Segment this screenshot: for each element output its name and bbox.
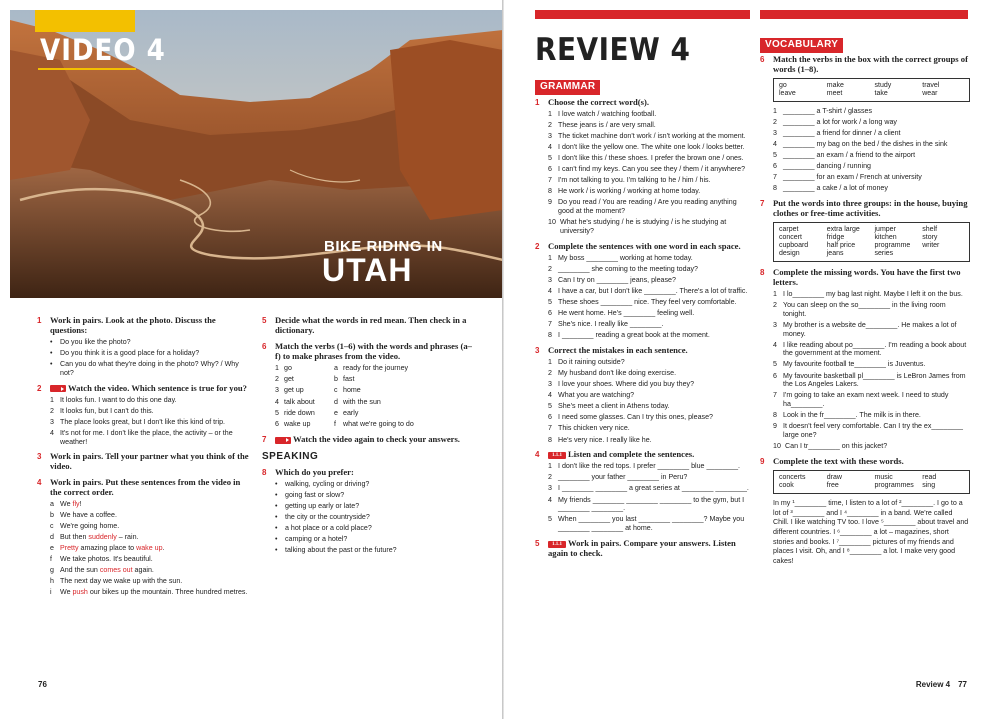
photo-caption-line2: UTAH [322, 252, 413, 288]
table-row: 3 get up c home [275, 386, 361, 395]
list-item: 5 These shoes ________ nice. They feel very comfortable. [548, 298, 737, 307]
list-item: • camping or a hotel? [275, 535, 477, 544]
matching-table [275, 364, 477, 430]
list-item: 4 What you are watching? [548, 391, 635, 400]
table-row: 2 get b fast [275, 374, 355, 383]
list-item: g And the sun comes out again. [50, 566, 154, 575]
list-item: e Pretty amazing place to wake up. [50, 544, 165, 553]
list-item: 7 She's nice. I really like ________. [548, 320, 664, 329]
exercise-number: 3 [37, 452, 42, 462]
word-box: concerts draw music read cook free programmes sing [773, 470, 970, 494]
exercise-6 [262, 342, 477, 429]
list-item: 3 I love your shoes. Where did you buy they? [548, 380, 695, 389]
exercise-number: 8 [262, 467, 267, 477]
list-item: • going fast or slow? [275, 491, 477, 500]
exercise-instruction: Work in pairs. Compare your answers. Listen again to check. [548, 538, 736, 559]
table-row: 1 go a ready for the journey [275, 363, 409, 372]
title-underline [38, 68, 136, 70]
exercise-4 [37, 478, 252, 597]
exercise-number: 4 [535, 450, 540, 460]
photo-caption-line1: BIKE RIDING IN [324, 238, 443, 255]
left-page [0, 0, 503, 719]
list-item: 6 My favourite basketball pl________ is LeBron James from the Los Angeles Lakers. [773, 371, 966, 389]
book-spine [502, 0, 504, 719]
listening-list [548, 462, 750, 533]
list-item: • getting up early or late? [275, 502, 477, 511]
list-item: 3 My brother is a website de________. He makes a lot of money. [773, 320, 957, 338]
list-item: 8 Look in the fr________. The milk is in there. [773, 411, 921, 420]
exercise-instruction: Watch the video. Which sentence is true for you? [68, 382, 247, 393]
list-item: 4 I don't like the yellow one. The white one look / looks better. [548, 143, 745, 152]
exercise-number: 6 [760, 55, 765, 64]
list-item: 9 It doesn't feel very comfortable. Can I try the ex________ large one? [773, 422, 963, 440]
video-tag [35, 10, 135, 32]
vocab-exercise-8 [760, 268, 970, 451]
list-item: 2 It looks fun, but I can't do this. [50, 406, 154, 415]
exercise-number: 4 [37, 478, 42, 488]
list-item: 7 I'm not talking to you. I'm talking to he / him / his. [548, 176, 711, 185]
list-item: 7 I'm going to take an exam next week. I need to study ha________. [773, 391, 949, 409]
list-item: • Do you think it is a good place for a holiday? [50, 349, 252, 358]
exercise-3 [37, 452, 252, 472]
header-band-left [535, 10, 750, 19]
list-item: 1 I love watch / watching football. [548, 110, 657, 118]
list-item: 2 You can sleep on the so________ in the living room tonight. [773, 300, 946, 318]
list-item: 1 It looks fun. I want to do this one day. [50, 395, 177, 404]
word-box: carpet extra large jumper shelf concert fridge kitchen story cupboard half price programme writer design jeans series [773, 222, 970, 262]
list-item: 8 He work / is working / working at home today. [548, 187, 701, 196]
list-item: 4 ________ my bag on the bed / the dishes in the sink [773, 139, 948, 148]
exercise-1 [37, 316, 252, 378]
list-item: • the city or the countryside? [275, 513, 477, 522]
left-column-1 [37, 316, 252, 603]
exercise-instruction: Match the verbs in the box with the correct groups of words (1–8). [773, 54, 968, 74]
vocab-exercise-6 [760, 55, 970, 193]
exercise-instruction: Complete the missing words. You have the first two letters. [773, 266, 961, 287]
grammar-label: GRAMMAR [535, 80, 600, 95]
list-item: 2 ________ your father ________ in Peru? [548, 473, 688, 482]
list-item: • a hot place or a cold place? [275, 524, 477, 533]
correction-list [548, 358, 750, 444]
verb-match-list [773, 107, 970, 193]
grammar-exercise-4 [535, 450, 750, 533]
list-item: 6 I can't find my keys. Can you see they / them / it anywhere? [548, 165, 746, 174]
vocab-exercise-9 [760, 457, 970, 566]
list-item: 3 I ________ ________ a great series at ________ ________. [548, 484, 749, 493]
page-number: 77 [958, 680, 967, 689]
list-item: 8 He's very nice. I really like he. [548, 435, 652, 444]
exercise-2 [37, 384, 252, 447]
list-item: 5 She's meet a client in Athens today. [548, 402, 670, 411]
list-item: d But then suddenly – rain. [50, 533, 139, 542]
grammar-exercise-1 [535, 98, 750, 236]
list-item: 7 ________ for an exam / French at university [773, 173, 922, 182]
list-item: 6 I need some glasses. Can I try this ones, please? [548, 413, 713, 422]
exercise-instruction: Work in pairs. Look at the photo. Discuss the questions: [50, 315, 216, 335]
list-item: 4 I have a car, but I don't like ________. There's a lot of traffic. [548, 287, 748, 296]
list-item: h The next day we wake up with the sun. [50, 577, 183, 586]
exercise-instruction: Work in pairs. Put these sentences from the video in the correct order. [50, 477, 241, 498]
exercise-instruction: Choose the correct word(s). [548, 97, 650, 107]
video-icon[interactable] [275, 437, 291, 444]
choice-list [548, 110, 750, 236]
exercise-number: 9 [760, 457, 765, 467]
list-item: 1 ________ a T-shirt / glasses [773, 106, 872, 115]
exercise-7 [262, 435, 477, 445]
exercise-number: 3 [535, 346, 540, 356]
exercise-number: 7 [262, 435, 267, 445]
exercise-number: 1 [535, 98, 540, 107]
list-item: 2 My husband don't like doing exercise. [548, 369, 677, 378]
list-item: c We're going home. [50, 522, 120, 531]
review-title: REVIEW 4 [535, 32, 691, 68]
list-item: 2 ________ she coming to the meeting today? [548, 265, 699, 274]
list-item: 5 ________ an exam / a friend to the airport [773, 151, 916, 160]
list-item: 10 Can I tr________ on this jacket? [773, 442, 888, 451]
table-row: 5 ride down e early [275, 408, 359, 417]
list-item: i We push our bikes up the mountain. Three hundred metres. [50, 588, 248, 597]
list-item: b We have a coffee. [50, 510, 117, 519]
list-item: 1 Do it raining outside? [548, 358, 625, 367]
footer-unit-label: Review 4 [915, 680, 951, 689]
preference-list [275, 480, 477, 555]
list-item: 4 I like reading about po________. I'm reading a book about the government at the moment. [773, 340, 967, 358]
list-item: 3 Can I try on ________ jeans, please? [548, 276, 676, 285]
table-row: 4 talk about d with the sun [275, 397, 381, 406]
list-item: 5 I don't like this / these shoes. I prefer the brown one / ones. [548, 154, 744, 163]
page-footer [916, 680, 967, 690]
list-item: a We fly! [50, 499, 82, 508]
grammar-exercise-2 [535, 242, 750, 340]
vocabulary-label: VOCABULARY [760, 38, 843, 53]
exercise-instruction: Match the verbs (1–6) with the words and phrases (a–f) to make phrases from the video. [275, 340, 472, 361]
list-item: 2 ________ a lot for work / a long way [773, 117, 897, 126]
list-item: 8 I ________ reading a great book at the moment. [548, 331, 710, 340]
question-list [50, 338, 252, 378]
word-box: go make study travel leave meet take wear [773, 78, 970, 102]
table-row: 6 wake up f what we're going to do [275, 420, 414, 429]
exercise-number: 8 [760, 267, 765, 277]
exercise-instruction: Which do you prefer: [275, 466, 354, 477]
exercise-instruction: Complete the text with these words. [773, 456, 904, 467]
list-item: 7 This chicken very nice. [548, 424, 630, 433]
list-item: • walking, cycling or driving? [275, 480, 477, 489]
list-item: 3 The ticket machine don't work / isn't working at the moment. [548, 132, 746, 141]
vocabulary-column [760, 55, 970, 572]
header-band-right [760, 10, 968, 19]
exercise-number: 2 [535, 242, 540, 251]
audio-track-icon[interactable]: 1.1.1 [548, 452, 566, 459]
list-item: 10 What he's studying / he is studying / is he studying at university? [548, 218, 727, 236]
speaking-heading: SPEAKING [262, 451, 319, 463]
list-item: 3 ________ a friend for dinner / a client [773, 128, 901, 137]
list-item: 6 He went home. He's ________ feeling well. [548, 309, 695, 318]
exercise-number: 1 [37, 316, 42, 325]
sentence-list [50, 396, 252, 447]
exercise-5 [262, 316, 477, 336]
list-item: 5 When ________ you last ________ ________? Maybe you ________ ________ at home. [548, 515, 745, 533]
exercise-8 [262, 468, 477, 555]
list-item: 1 My boss ________ working at home today. [548, 254, 693, 262]
left-column-2 [262, 316, 477, 561]
list-item: 5 My favourite football te________ is Juventus. [773, 360, 926, 369]
exercise-number: 6 [262, 341, 267, 351]
list-item: 9 Do you read / You are reading / Are you reading anything good at the moment? [548, 198, 737, 216]
list-item: 4 My friends ________ ________ ________ to the gym, but I ________ ________. [548, 495, 745, 513]
video-title: VIDEO 4 [40, 33, 166, 67]
list-item: • Can you do what they're doing in the photo? Why? / Why not? [50, 360, 252, 378]
exercise-number: 7 [760, 199, 765, 209]
list-item: f We take photos. It's beautiful. [50, 555, 153, 564]
vocab-exercise-7 [760, 199, 970, 262]
gap-fill-list [548, 254, 750, 340]
exercise-instruction: Correct the mistakes in each sentence. [548, 345, 688, 356]
page-number: 76 [38, 680, 47, 689]
missing-word-list [773, 290, 970, 451]
list-item: 1 I don't like the red tops. I prefer ________ blue ________. [548, 462, 740, 471]
exercise-instruction: Decide what the words in red mean. Then check in a dictionary. [275, 315, 467, 335]
list-item: 1 I lo________ my bag last night. Maybe I left it on the bus. [773, 289, 963, 298]
list-item: 6 ________ dancing / running [773, 162, 871, 171]
list-item: • Do you like the photo? [50, 338, 252, 347]
exercise-number: 5 [535, 539, 540, 549]
grammar-exercise-5 [535, 539, 750, 559]
list-item: 3 The place looks great, but I don't like this kind of trip. [50, 417, 225, 426]
grammar-exercise-3 [535, 346, 750, 444]
grammar-column [535, 98, 750, 565]
exercise-number: 5 [262, 316, 267, 325]
list-item: 4 It's not for me. I don't like the place, the activity – or the weather! [50, 428, 233, 446]
list-item: 8 ________ a cake / a lot of money [773, 184, 888, 193]
sentence-order-list [50, 500, 252, 597]
exercise-instruction: Put the words into three groups: in the house, buying clothes or free-time activities. [773, 198, 968, 218]
video-icon[interactable] [50, 385, 66, 392]
list-item: • talking about the past or the future? [275, 546, 477, 555]
exercise-number: 2 [37, 383, 42, 393]
exercise-instruction: Watch the video again to check your answers. [293, 434, 460, 445]
list-item: 2 These jeans is / are very small. [548, 121, 656, 130]
exercise-instruction: Work in pairs. Tell your partner what you think of the video. [50, 451, 249, 472]
audio-track-icon[interactable]: 1.1.1 [548, 541, 566, 548]
exercise-instruction: Complete the sentences with one word in each space. [548, 241, 741, 251]
exercise-instruction: Listen and complete the sentences. [568, 449, 695, 460]
gap-fill-paragraph: In my ¹________ time, I listen to a lot of ²________. I go to a lot of ³________ and I ⁴________ in a band. We're called Chill. I like watching TV too. I love ⁵________ about travel and different countries. I ⁶________ a lot – magazines, short stories and books. I ⁷________ pictures of my friends and places I visit. Oh, and I ⁸________ a lot. I make very good cakes! [773, 499, 969, 565]
